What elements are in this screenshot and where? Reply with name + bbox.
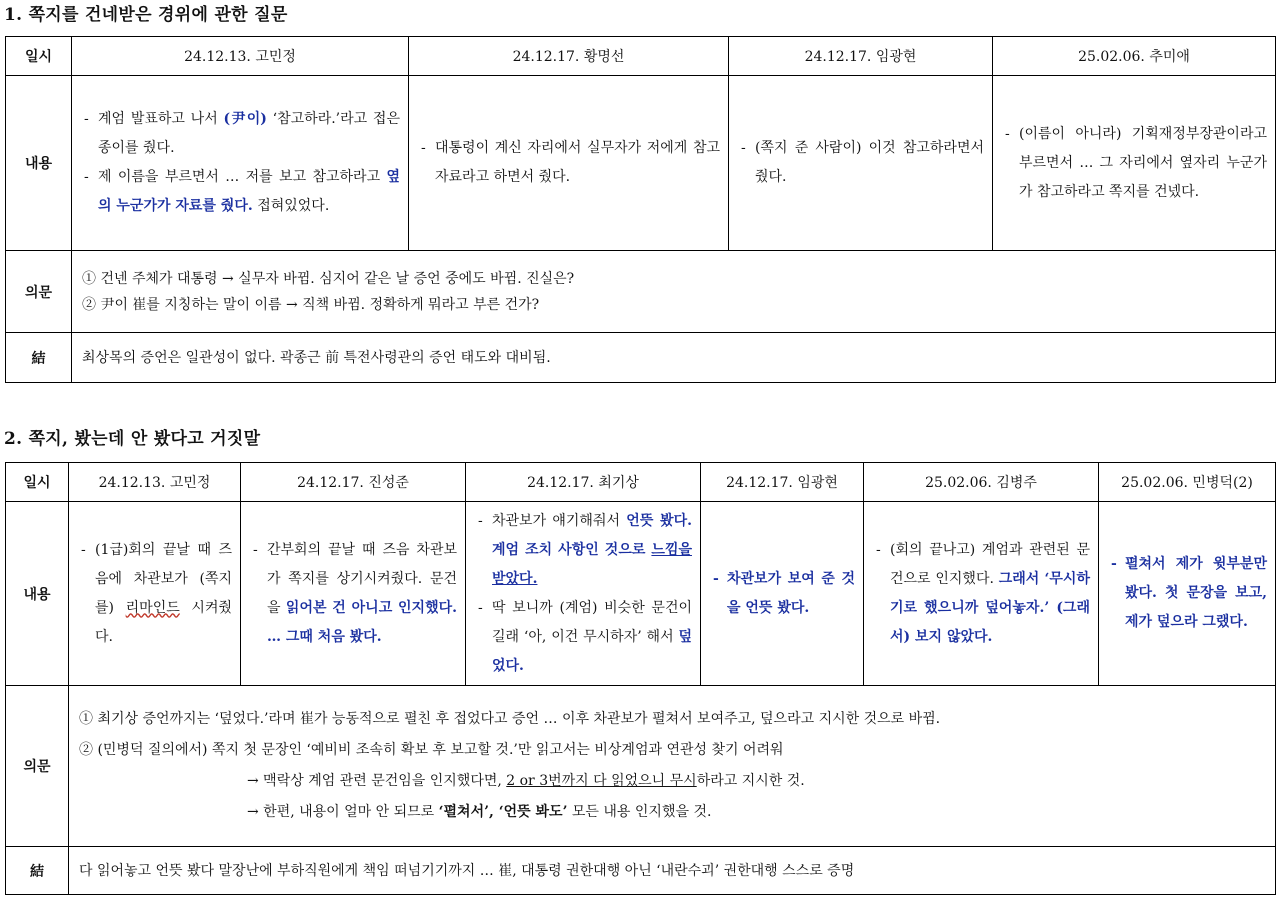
col-header: 24.12.13. 고민정 bbox=[69, 463, 241, 502]
question-line: ② 尹이 崔를 지칭하는 말이 이름 → 직책 바뀜. 정확하게 뭐라고 부른 건가? bbox=[82, 296, 540, 313]
table-2 bbox=[5, 462, 1276, 895]
col-header: 25.02.06. 민병덕(2) bbox=[1099, 463, 1276, 502]
date-label: 일시 bbox=[6, 463, 69, 502]
conclusion-label: 結 bbox=[6, 333, 72, 383]
list-item: - 차관보가 얘기해줘서 언뜻 봤다. 계엄 조치 사항인 것으로 느낌을 받았다. bbox=[478, 507, 692, 594]
col-header: 24.12.17. 황명선 bbox=[409, 37, 729, 76]
content-cell bbox=[241, 502, 466, 686]
list-item: - (이름이 아니라) 기획재정부장관이라고 부르면서 … 그 자리에서 옆자리 누군가가 참고하라고 쪽지를 건넸다. bbox=[1005, 120, 1267, 207]
col-header: 24.12.17. 임광현 bbox=[729, 37, 993, 76]
date-label: 일시 bbox=[6, 37, 72, 76]
list-item: - 제 이름을 부르면서 … 저를 보고 참고하라고 옆의 누군가가 자료를 줬다. 접혀있었다. bbox=[84, 163, 400, 221]
list-item: - (회의 끝나고) 계엄과 관련된 문건으로 인지했다. 그래서 ‘무시하기로 했으니까 덮어놓자.’ (그래서) 보지 않았다. bbox=[876, 536, 1090, 652]
content-cell bbox=[701, 502, 864, 686]
table-1 bbox=[5, 36, 1276, 383]
list-item: - (쪽지 준 사람이) 이것 참고하라면서 줬다. bbox=[741, 134, 984, 192]
question-line: ① 건넨 주체가 대통령 → 실무자 바뀜. 심지어 같은 날 증언 중에도 바뀜. 진실은? bbox=[82, 270, 575, 287]
col-header: 25.02.06. 김병주 bbox=[864, 463, 1099, 502]
content-cell bbox=[993, 76, 1276, 251]
conclusion-label: 結 bbox=[6, 847, 69, 895]
question-line: → 한편, 내용이 얼마 안 되므로 ‘펼쳐서’, ‘언뜻 봐도’ 모든 내용 인지했을 것. bbox=[247, 804, 712, 820]
question-line: → 맥락상 계엄 관련 문건임을 인지했다면, 2 or 3번까지 다 읽었으니 무시하라고 지시한 것. bbox=[247, 773, 805, 789]
content-cell bbox=[69, 502, 241, 686]
col-header: 25.02.06. 추미애 bbox=[993, 37, 1276, 76]
content-cell bbox=[466, 502, 701, 686]
content-cell bbox=[1099, 502, 1276, 686]
section-1-title: 1. 쪽지를 건네받은 경위에 관한 질문 bbox=[4, 5, 288, 25]
conclusion-text: 최상목의 증언은 일관성이 없다. 곽종근 前 특전사령관의 증언 태도와 대비됨. bbox=[72, 333, 1276, 383]
section-2-title: 2. 쪽지, 봤는데 안 봤다고 거짓말 bbox=[4, 429, 261, 449]
question-cell bbox=[72, 251, 1276, 333]
content-label: 내용 bbox=[6, 76, 72, 251]
content-cell bbox=[72, 76, 409, 251]
col-header: 24.12.17. 임광현 bbox=[701, 463, 864, 502]
question-label: 의문 bbox=[6, 686, 69, 847]
content-cell bbox=[409, 76, 729, 251]
conclusion-text: 다 읽어놓고 언뜻 봤다 말장난에 부하직원에게 책임 떠넘기기까지 … 崔, 대통령 권한대행 아닌 ‘내란수괴’ 권한대행 스스로 증명 bbox=[69, 847, 1276, 895]
content-cell bbox=[729, 76, 993, 251]
question-line: ① 최기상 증언까지는 ‘덮었다.’라며 崔가 능동적으로 펼친 후 접었다고 증언 … 이후 차관보가 펼쳐서 보여주고, 덮으라고 지시한 것으로 바뀜. bbox=[79, 711, 941, 727]
question-label: 의문 bbox=[6, 251, 72, 333]
list-item: - 간부회의 끝날 때 즈음 차관보가 쪽지를 상기시켜줬다. 문건을 읽어본 건 아니고 인지했다. … 그때 처음 봤다. bbox=[253, 536, 457, 652]
list-item: - 펼쳐서 제가 윗부분만 봤다. 첫 문장을 보고, 제가 덮으라 그랬다. bbox=[1111, 550, 1267, 637]
col-header: 24.12.17. 최기상 bbox=[466, 463, 701, 502]
list-item: - 딱 보니까 (계엄) 비슷한 문건이길래 ‘아, 이건 무시하자’ 해서 덮었다. bbox=[478, 594, 692, 681]
col-header: 24.12.17. 진성준 bbox=[241, 463, 466, 502]
list-item: - (1급)회의 끝날 때 즈음에 차관보가 (쪽지를) 리마인드 시켜줬다. bbox=[81, 536, 232, 652]
question-line: ② (민병덕 질의에서) 쪽지 첫 문장인 ‘예비비 조속히 확보 후 보고할 것.’만 읽고서는 비상계엄과 연관성 찾기 어려워 bbox=[79, 742, 784, 758]
content-cell bbox=[864, 502, 1099, 686]
list-item: - 차관보가 보여 준 것을 언뜻 봤다. bbox=[713, 565, 855, 623]
content-label: 내용 bbox=[6, 502, 69, 686]
question-cell bbox=[69, 686, 1276, 847]
list-item: - 계엄 발표하고 나서 (尹이) ‘참고하라.’라고 접은 종이를 줬다. bbox=[84, 105, 400, 163]
col-header: 24.12.13. 고민정 bbox=[72, 37, 409, 76]
list-item: - 대통령이 계신 자리에서 실무자가 저에게 참고자료라고 하면서 줬다. bbox=[421, 134, 720, 192]
